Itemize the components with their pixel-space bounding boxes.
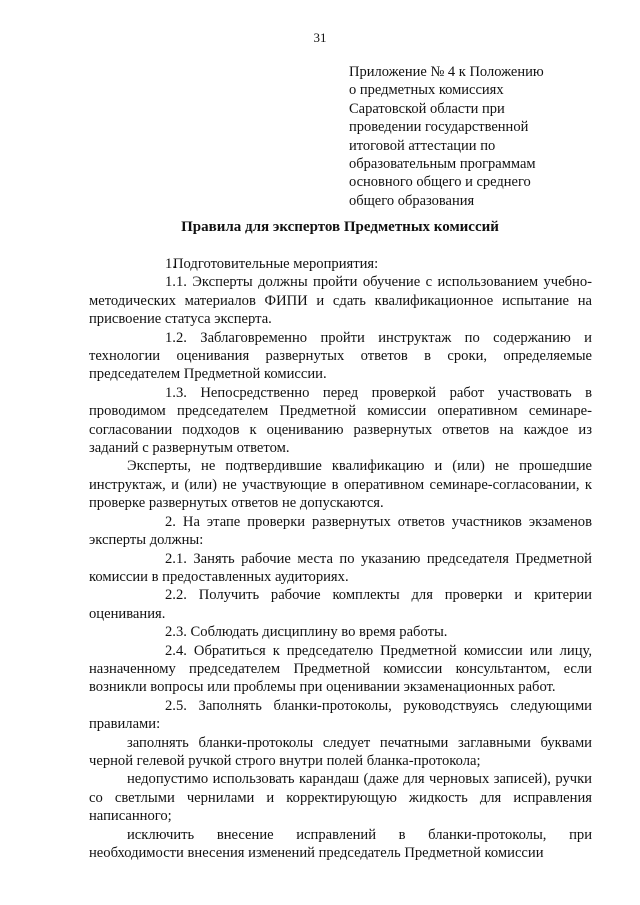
paragraph-2-5 (89, 697, 592, 734)
appendix-line: Саратовской области при (349, 100, 505, 117)
paragraph-1 (89, 255, 592, 273)
appendix-line: о предметных комиссиях (349, 82, 504, 99)
paragraph-number: 2.3. (165, 624, 187, 641)
paragraph-2-1 (89, 550, 592, 587)
paragraph-text: Эксперты должны пройти обучение с использованием учебно-методических материалов ФИПИ и сдать квалификационное испытание на присвоение статуса эксперта. (89, 274, 592, 328)
paragraph-rule-2 (89, 770, 592, 825)
paragraph-2-3 (89, 623, 592, 641)
paragraph-text: заполнять бланки-протоколы следует печатными заглавными буквами черной гелевой ручкой строго внутри полей бланка-протокола; (89, 734, 592, 769)
paragraph-text: Заполнять бланки-протоколы, руководствуясь следующими правилами: (89, 697, 592, 733)
paragraph-number: 2.2. (165, 587, 187, 604)
appendix-line: проведении государственной (349, 119, 529, 136)
appendix-line: основного общего и среднего (349, 174, 531, 191)
paragraph-text: Непосредственно перед проверкой работ участвовать в проводимом председателем Предметной комиссии оперативном семинаре-согласовании подходов к оцениванию развернутых ответов на каждое из заданий с развернутым ответом. (89, 384, 592, 457)
paragraph-2-4 (89, 642, 592, 697)
paragraph-number: 1.2. (165, 329, 187, 346)
paragraph-text: Соблюдать дисциплину во время работы. (190, 624, 448, 641)
paragraph-text: Получить рабочие комплекты для проверки и критерии оценивания. (89, 587, 592, 622)
appendix-line: Приложение № 4 к Положению (349, 64, 544, 80)
paragraph-number: 2.1. (165, 550, 187, 567)
paragraph-number: 1.1. (165, 274, 187, 291)
document-body (89, 255, 592, 862)
paragraph-2-2 (89, 586, 592, 623)
paragraph-text: На этапе проверки развернутых ответов участников экзаменов эксперты должны: (89, 513, 592, 549)
paragraph-number: 2.5. (165, 697, 187, 714)
paragraph-number: 1. (165, 256, 176, 272)
appendix-header (349, 63, 599, 210)
paragraph-number: 1.3. (165, 384, 187, 401)
paragraph-experts-note (89, 457, 592, 512)
paragraph-1-3 (89, 384, 592, 458)
appendix-line: общего образования (349, 192, 475, 209)
paragraph-rule-1 (89, 734, 592, 771)
paragraph-1-2 (89, 329, 592, 384)
appendix-line: итоговой аттестации по (349, 137, 496, 154)
appendix-line: образовательным программам (349, 156, 536, 173)
paragraph-text: Эксперты, не подтвердившие квалификацию и (или) не прошедшие инструктаж, и (или) не участвующие в оперативном семинаре-согласовании, к проверке развернутых ответов не допускаются. (89, 458, 592, 512)
document-title: Правила для экспертов Предметных комиссий (181, 219, 499, 235)
paragraph-text: исключить внесение исправлений в бланки-протоколы, при необходимости внесения изменений председатель Предметной комиссии (89, 826, 592, 861)
paragraph-text: Обратиться к председателю Предметной комиссии или лицу, назначенному председателем Предметной комиссии консультантом, если возникли вопросы или проблемы при оценивании экзаменационных работ. (89, 642, 592, 696)
paragraph-2 (89, 513, 592, 550)
paragraph-text: Подготовительные мероприятия: (173, 256, 379, 272)
paragraph-text: недопустимо использовать карандаш (даже для черновых записей), ручки со светлыми чернилами и корректирующую жидкость для исправления написанного; (89, 771, 592, 825)
page-number: 31 (313, 30, 327, 45)
paragraph-number: 2. (165, 513, 176, 530)
paragraph-text: Заблаговременно пройти инструктаж по содержанию и технологии оценивания развернутых ответов в сроки, определяемые председателем Предметной комиссии. (89, 329, 592, 383)
paragraph-1-1 (89, 273, 592, 328)
paragraph-number: 2.4. (165, 642, 187, 659)
paragraph-rule-3 (89, 826, 592, 863)
paragraph-text: Занять рабочие места по указанию председателя Предметной комиссии в предоставленных аудиториях. (89, 550, 592, 585)
